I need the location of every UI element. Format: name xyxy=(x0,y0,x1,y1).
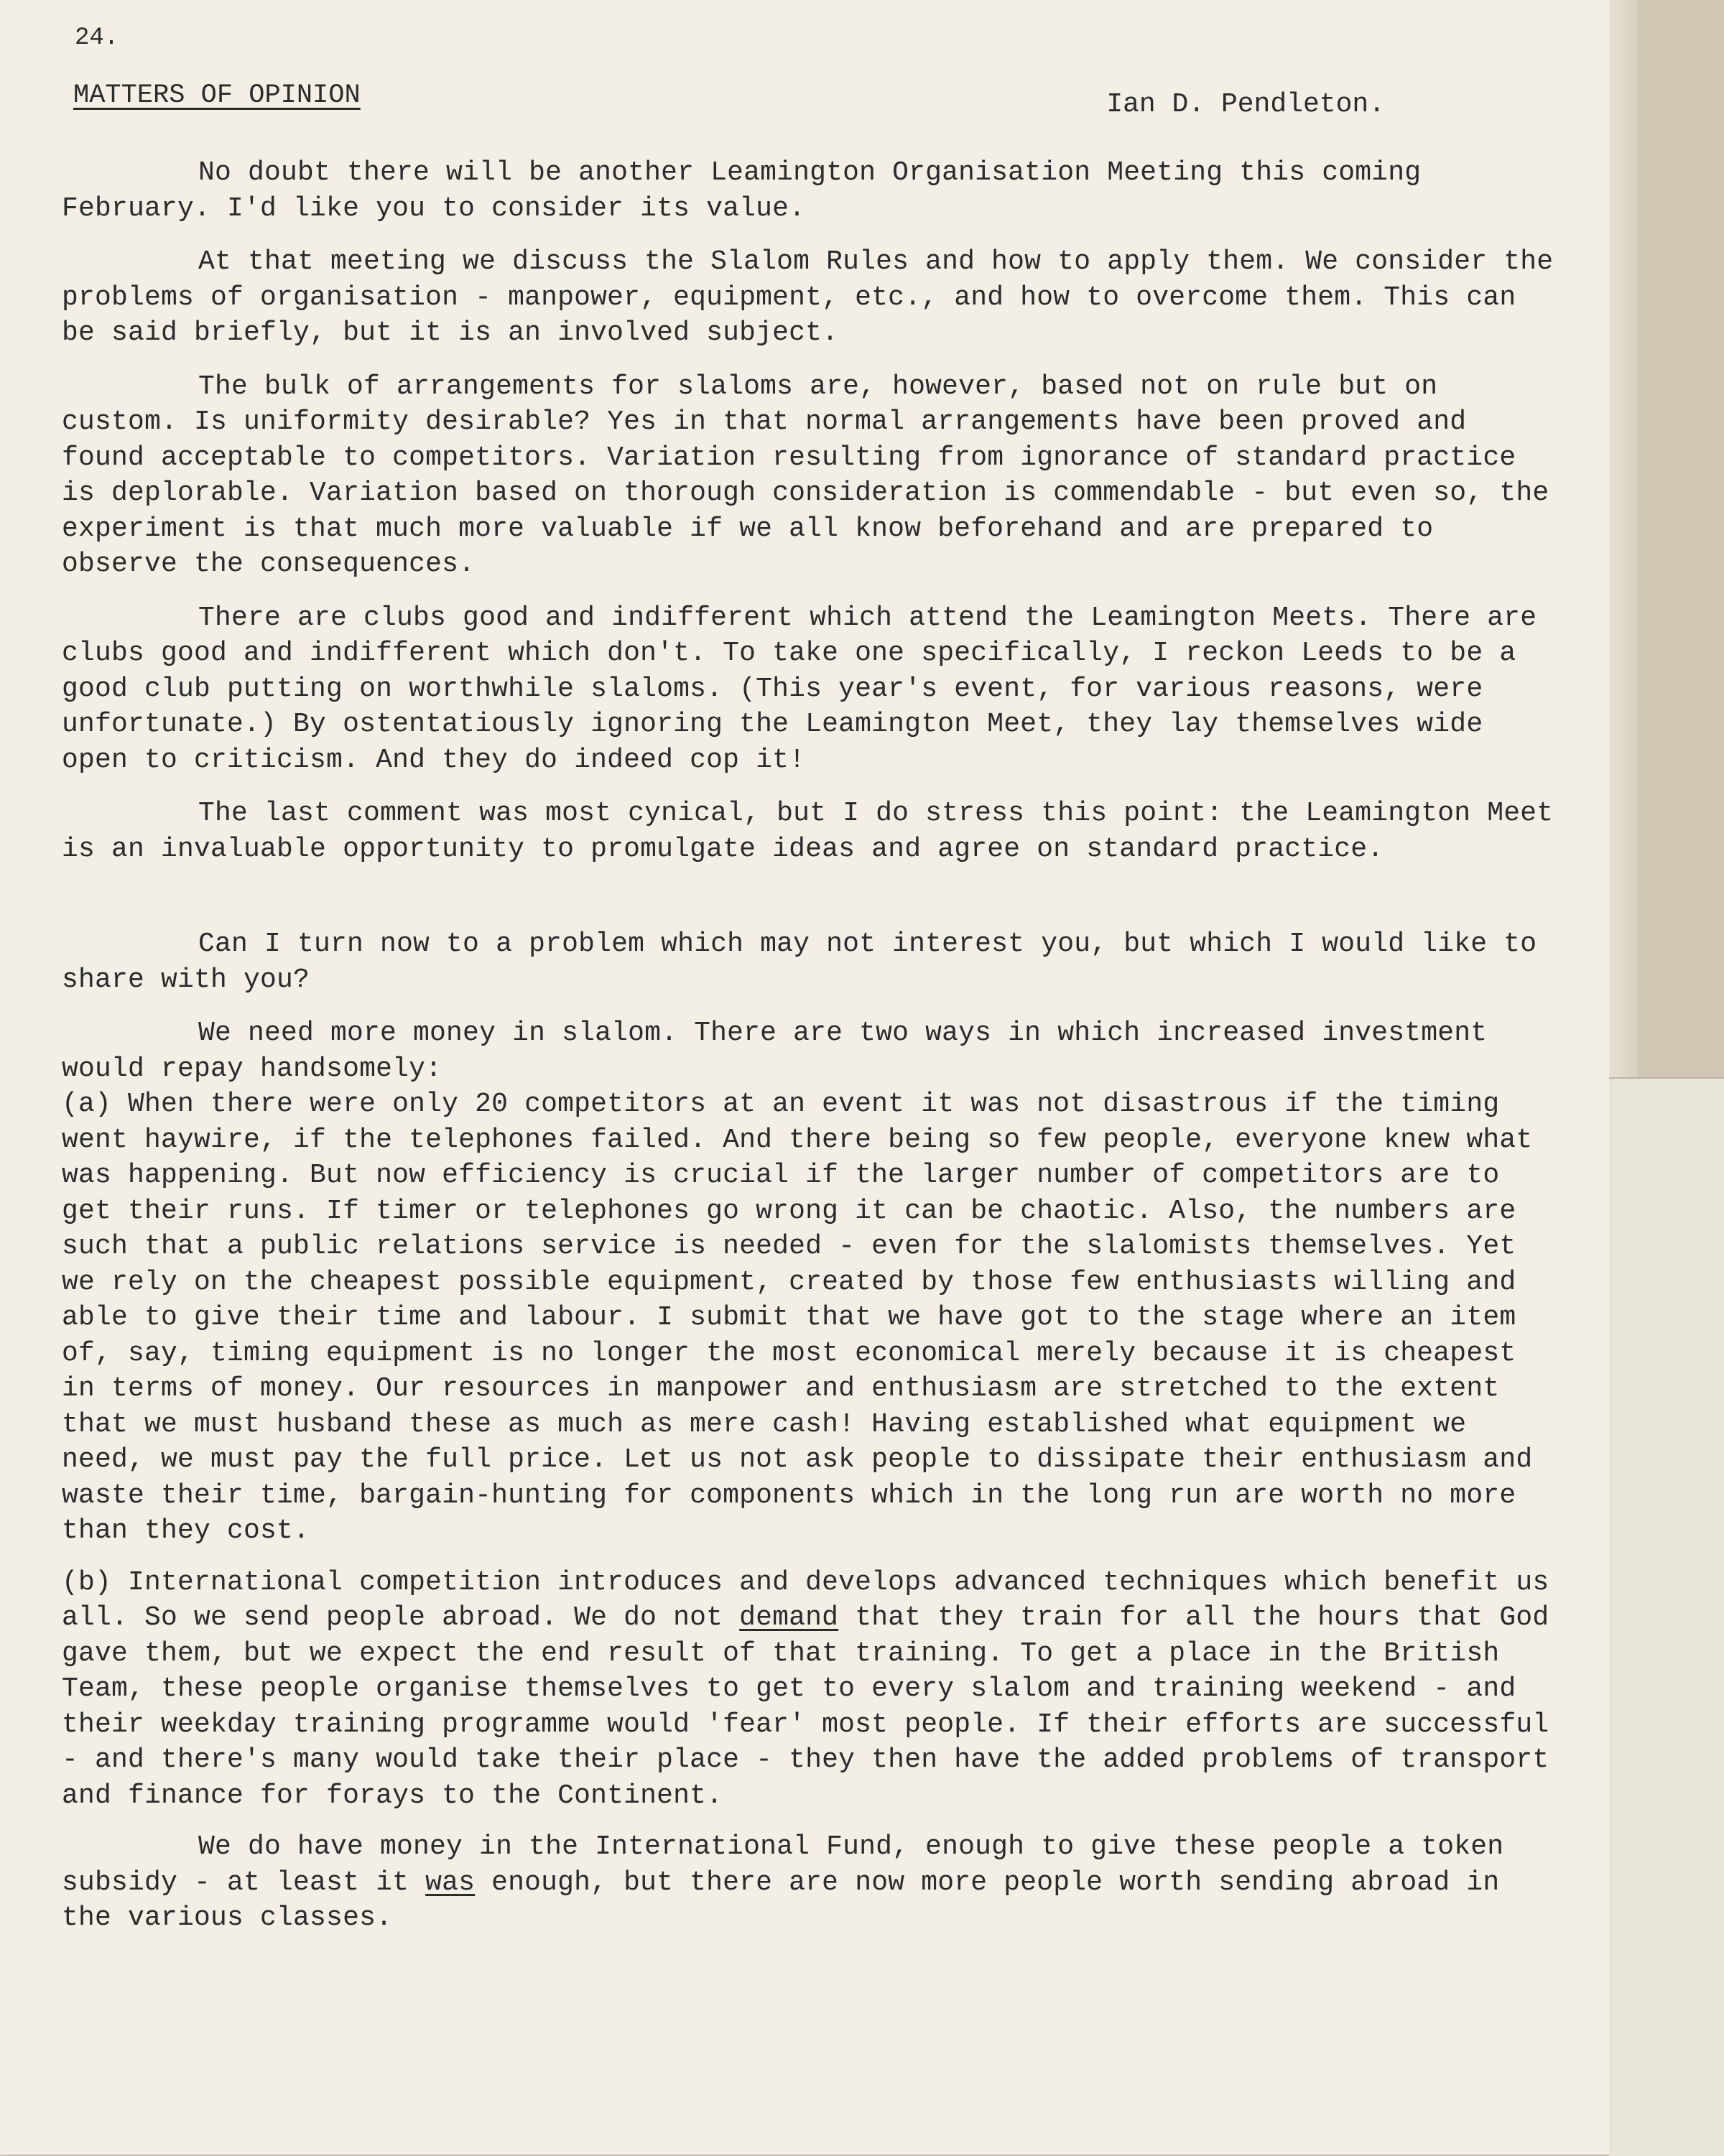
point-b-text-2: that they train for all the hours that God gave them, but we expect the end result of that training. To get a place in the British Team, these people organise themselves to get to every slalom and training weekend - and their weekday training programme would 'fear' most people. If their efforts are successful - and there's many would take their place - they then have the added problems of transport and finance for forays to the Continent. xyxy=(62,1602,1549,1811)
paragraph-meeting-discussion: At that meeting we discuss the Slalom Rules and how to apply them. We consider the problems of organisation - manpower, equipment, etc., and how to overcome them. This can be said briefly, but it is an involved subject. xyxy=(62,246,1554,348)
fund-emphasis-was: was xyxy=(425,1867,476,1898)
point-b-emphasis-demand: demand xyxy=(739,1602,839,1633)
paragraph-money: We need more money in slalom. There are two ways in which increased investment would repay handsomely: xyxy=(62,1018,1488,1084)
underlying-page xyxy=(1609,1077,1724,2156)
paragraph-cynical-comment: The last comment was most cynical, but I do stress this point: the Leamington Meet is an invaluable opportunity to promulgate ideas and agree on standard practice. xyxy=(62,798,1554,865)
fund-text-2: enough, but there are now more people worth sending abroad in the various classes. xyxy=(62,1867,1500,1933)
section-break xyxy=(62,885,1556,926)
article-author: Ian D. Pendleton. xyxy=(1106,89,1385,120)
paragraph-point-b xyxy=(62,1565,1556,1814)
fund-text-1: We do have money in the International Fund, enough to give these people a token subsidy - at least it xyxy=(62,1831,1504,1898)
paragraph-new-problem: Can I turn now to a problem which may not interest you, but which I would like to share with you? xyxy=(62,929,1537,995)
article-title: MATTERS OF OPINION xyxy=(73,80,361,111)
article-body xyxy=(62,155,1556,1954)
paragraph-international-fund xyxy=(62,1829,1556,1936)
paragraph-arrangements: The bulk of arrangements for slaloms are, however, based not on rule but on custom. Is uniformity desirable? Yes in that normal arrangements have been proved and found acceptable to competitors. Variation resulting from ignorance of standard practice is deplorable. Variation based on thorough consideration is commendable - but even so, the experiment is that much more valuable if we all know beforehand and are prepared to observe the consequences. xyxy=(62,371,1549,580)
point-b-text-1: (b) International competition introduces and develops advanced techniques which benefit us all. So we send people abroad. We do not xyxy=(62,1566,1549,1633)
paragraph-clubs: There are clubs good and indifferent which attend the Leamington Meets. There are clubs good and indifferent which don't. To take one specifically, I reckon Leeds to be a good club putting on worthwhile slaloms. (This year's event, for various reasons, were unfortunate.) By ostentatiously ignoring the Leamington Meet, they lay themselves wide open to criticism. And they do indeed cop it! xyxy=(62,602,1537,776)
page-number: 24. xyxy=(75,24,119,52)
paragraph-point-a: (a) When there were only 20 competitors at an event it was not disastrous if the timing went haywire, if the telephones failed. And there being so few people, everyone knew what was happening. But now efficiency is crucial if the larger number of competitors are to get their runs. If timer or telephones go wrong it can be chaotic. Also, the numbers are such that a public relations service is needed - even for the slalomists themselves. Yet we rely on the cheapest possible equipment, created by those few enthusiasts willing and able to give their time and labour. I submit that we have got to the stage where an item of, say, timing equipment is no longer the most economical merely because it is cheapest in terms of money. Our resources in manpower and enthusiasm are stretched to the extent that we must husband these as much as mere cash! Having established what equipment we need, we must pay the full price. Let us not ask people to dissipate their enthusiasm and waste their time, bargain-hunting for components which in the long run are worth no more than they cost. xyxy=(62,1089,1533,1546)
paragraph-leamington-meeting: No doubt there will be another Leamington Organisation Meeting this coming February. I'd like you to consider its value. xyxy=(62,157,1422,224)
